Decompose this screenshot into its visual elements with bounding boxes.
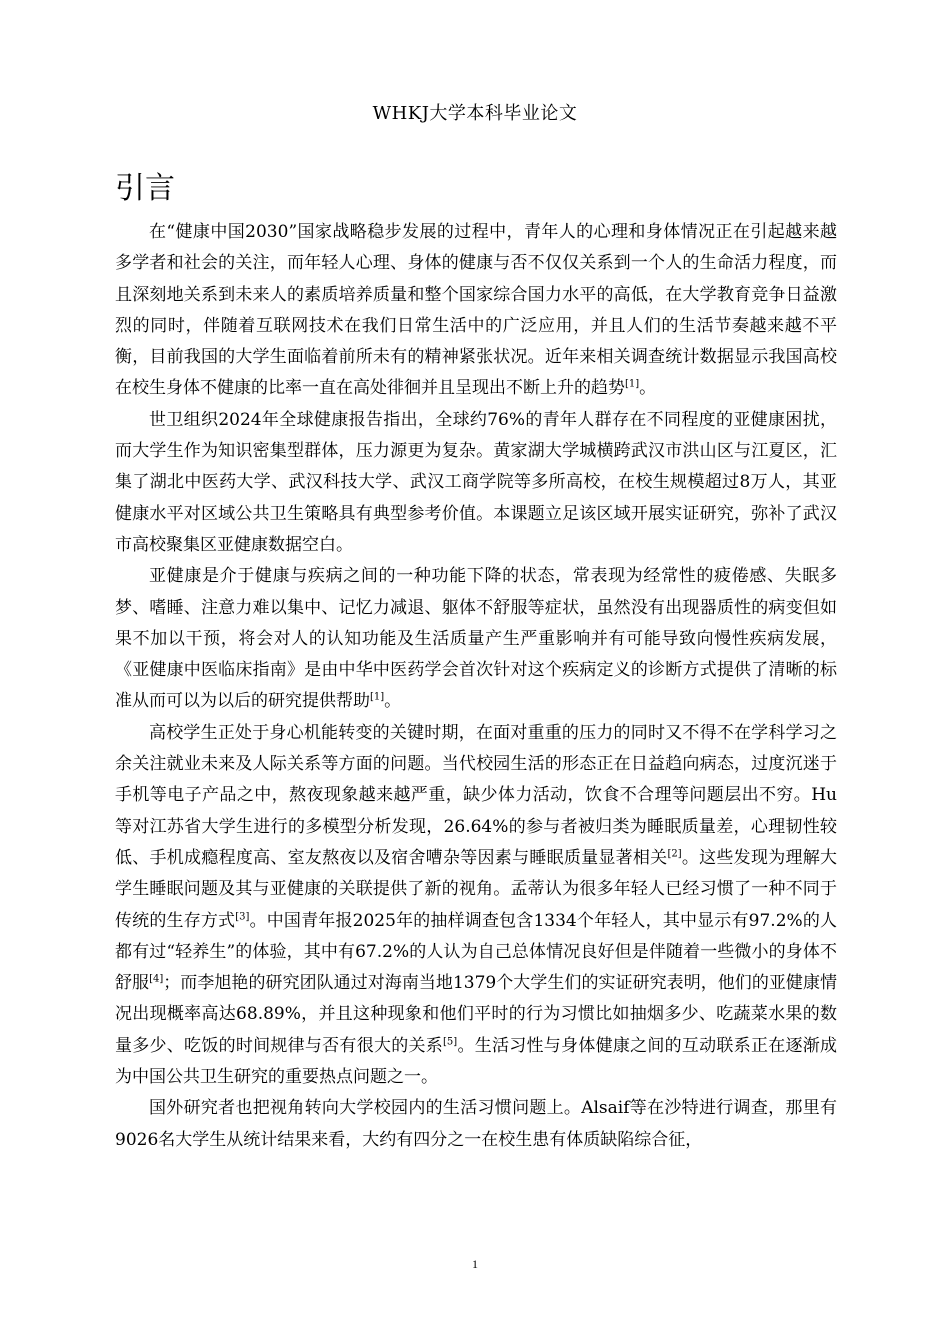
page-number: 1	[472, 1257, 478, 1271]
body-paragraph	[115, 405, 837, 561]
citation-reference: [1]	[625, 378, 640, 390]
body-text	[115, 217, 837, 1156]
paragraph-text: 。中国青年报2025年的抽样调查包含1334个年轻人，其中显示有97.2%的人都有过“轻养生”的体验，其中有67.2%的人认为自己总体情况良好但是伴随着一些微小的身体不舒服	[115, 910, 838, 994]
citation-reference: [2]	[667, 848, 682, 860]
paragraph-text: 。	[639, 378, 657, 399]
body-paragraph	[115, 718, 837, 1094]
citation-reference: [1]	[370, 691, 385, 703]
paragraph-text: 国外研究者也把视角转向大学校园内的生活习惯问题上。Alsaif等在沙特进行调查，那里有9026名大学生从统计结果来看，大约有四分之一在校生患有体质缺陷综合征，	[115, 1098, 837, 1150]
running-header: WHKJ大学本科毕业论文	[372, 103, 578, 124]
paragraph-text: 世卫组织2024年全球健康报告指出，全球约76%的青年人群存在不同程度的亚健康困扰，而大学生作为知识密集型群体，压力源更为复杂。黄家湖大学城横跨武汉市洪山区与江夏区，汇集了湖北中医药大学、武汉科技大学、武汉工商学院等多所高校，在校生规模超过8万人，其亚健康水平对区域公共卫生策略具有典型参考价值。本课题立足该区域开展实证研究，弥补了武汉市高校聚集区亚健康数据空白。	[115, 409, 837, 555]
body-paragraph	[115, 561, 837, 717]
paragraph-text: 。	[384, 691, 402, 712]
body-paragraph	[115, 217, 837, 405]
paragraph-text: 亚健康是介于健康与疾病之间的一种功能下降的状态，常表现为经常性的疲倦感、失眠多梦、嗜睡、注意力难以集中、记忆力减退、躯体不舒服等症状，虽然没有出现器质性的病变但如果不加以干预，将会对人的认知功能及生活质量产生严重影响并有可能导致向慢性疾病发展，《亚健康中医临床指南》是由中华中医药学会首次针对这个疾病定义的诊断方式提供了清晰的标准从而可以为以后的研究提供帮助	[115, 566, 837, 712]
body-paragraph	[115, 1093, 837, 1156]
paragraph-text: ；而李旭艳的研究团队通过对海南当地1379个大学生们的实证研究表明，他们的亚健康情况出现概率高达68.89%，并且这种现象和他们平时的行为习惯比如抽烟多少、吃蔬菜水果的数量多少、吃饭的时间规律与否有很大的关系	[115, 973, 838, 1056]
citation-reference: [3]	[235, 910, 250, 922]
citation-reference: [4]	[149, 973, 164, 985]
paragraph-text: 在“健康中国2030”国家战略稳步发展的过程中，青年人的心理和身体情况正在引起越来越多学者和社会的关注，而年轻人心理、身体的健康与否不仅仅关系到一个人的生命活力程度，而且深刻地关系到未来人的素质培养质量和整个国家综合国力水平的高低，在大学教育竞争日益激烈的同时，伴随着互联网技术在我们日常生活中的广泛应用，并且人们的生活节奏越来越不平衡，目前我国的大学生面临着前所未有的精神紧张状况。近年来相关调查统计数据显示我国高校在校生身体不健康的比率一直在高处徘徊并且呈现出不断上升的趋势	[115, 222, 837, 399]
section-heading: 引言	[115, 171, 175, 206]
citation-reference: [5]	[443, 1036, 458, 1048]
paragraph-text: 。这些发现为理解大学生睡眠问题及其与亚健康的关联提供了新的视角。孟蒂认为很多年轻人已经习惯了一种不同于传统的生存方式	[115, 847, 838, 931]
paragraph-text: 。生活习性与身体健康之间的互动联系正在逐渐成为中国公共卫生研究的重要热点问题之一。	[115, 1035, 838, 1088]
paragraph-text: 高校学生正处于身心机能转变的关键时期，在面对重重的压力的同时又不得不在学科学习之余关注就业未来及人际关系等方面的问题。当代校园生活的形态正在日益趋向病态，过度沉迷于手机等电子产品之中，熬夜现象越来越严重，缺少体力活动，饮食不合理等问题层出不穷。Hu等对江苏省大学生进行的多模型分析发现，26.64%的参与者被归类为睡眠质量差，心理韧性较低、手机成瘾程度高、室友熬夜以及宿舍嘈杂等因素与睡眠质量显著相关	[115, 722, 837, 868]
